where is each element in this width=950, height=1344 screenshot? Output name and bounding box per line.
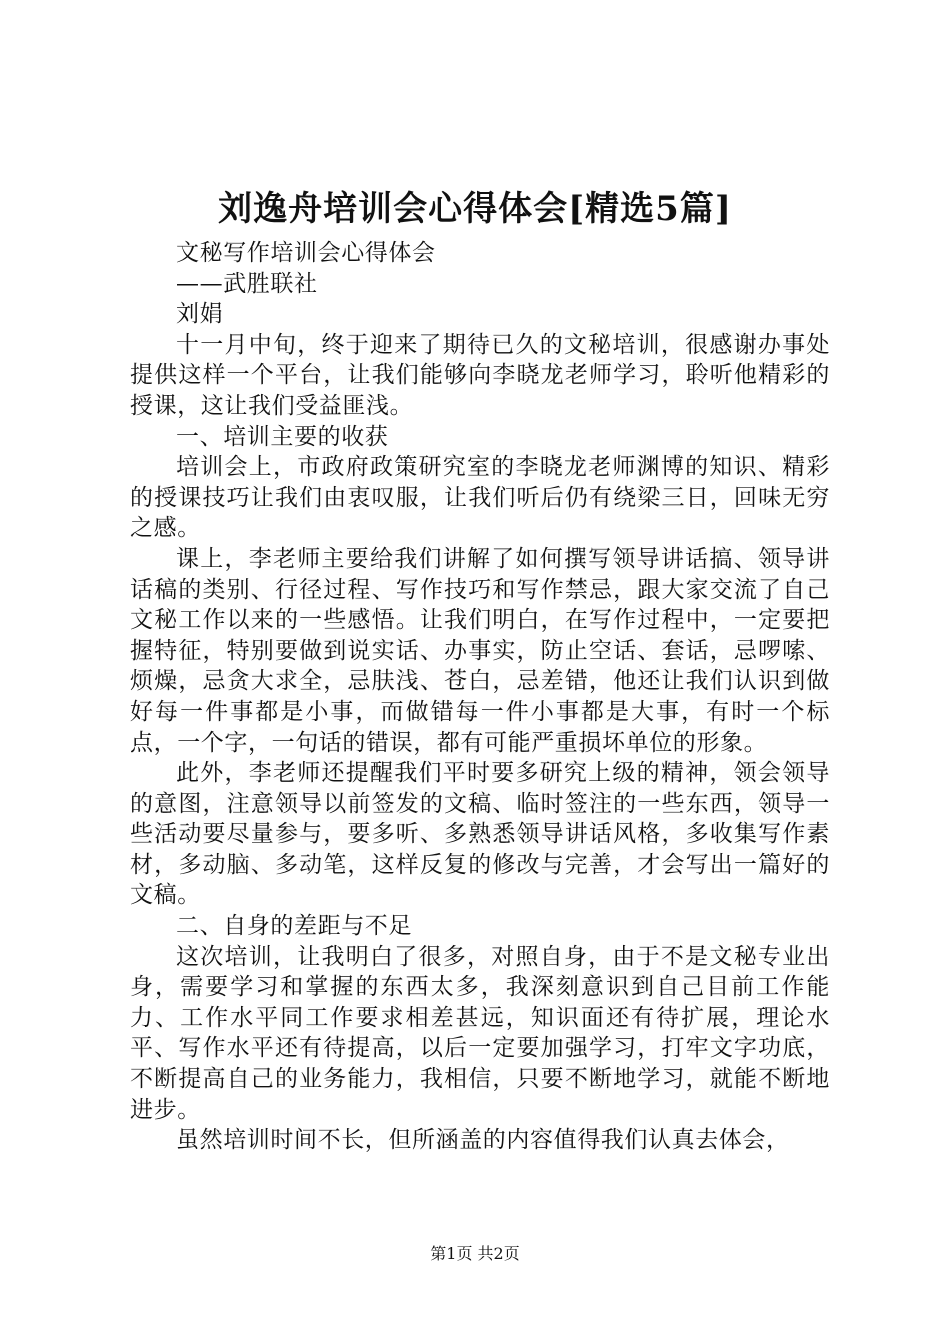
- paragraph: 课上，李老师主要给我们讲解了如何撰写领导讲话搞、领导讲话稿的类别、行径过程、写作技巧和写作禁忌，跟大家交流了自己文秘工作以来的一些感悟。让我们明白，在写作过程中，一定要把握特征，特别要做到说实话、办事实，防止空话、套话，忌啰嗦、烦燥，忌贪大求全，忌肤浅、苍白，忌差错，他还让我们认识到做好每一件事都是小事，而做错每一件小事都是大事，有时一个标点，一个字，一句话的错误，都有可能严重损坏单位的形象。: [130, 545, 830, 756]
- paragraph: 此外，李老师还提醒我们平时要多研究上级的精神，领会领导的意图，注意领导以前签发的文稿、临时签注的一些东西，领导一些活动要尽量参与，要多听、多熟悉领导讲话风格，多收集写作素材，多动脑、多动笔，这样反复的修改与完善，才会写出一篇好的文稿。: [130, 760, 830, 909]
- document-body: [130, 238, 830, 1156]
- subtitle: 文秘写作培训会心得体会: [176, 240, 436, 266]
- paragraph: 虽然培训时间不长，但所涵盖的内容值得我们认真去体会，: [176, 1127, 790, 1154]
- author-name: 刘娟: [176, 301, 224, 328]
- section-heading: 二、自身的差距与不足: [176, 913, 412, 940]
- paragraph: 十一月中旬，终于迎来了期待已久的文秘培训，很感谢办事处提供这样一个平台，让我们能够向李晓龙老师学习，聆听他精彩的授课，这让我们受益匪浅。: [130, 331, 830, 419]
- page-number-footer: 第1页 共2页: [430, 1244, 520, 1263]
- author-org: ——武胜联社: [176, 270, 318, 297]
- paragraph: 这次培训，让我明白了很多，对照自身，由于不是文秘专业出身，需要学习和掌握的东西太多，我深刻意识到自己目前工作能力、工作水平同工作要求相差甚远，知识面还有待扩展，理论水平、写作水平还有待提高，以后一定要加强学习，打牢文字功底，不断提高自己的业务能力，我相信，只要不断地学习，就能不断地进步。: [130, 943, 830, 1123]
- paragraph: 培训会上，市政府政策研究室的李晓龙老师渊博的知识、精彩的授课技巧让我们由衷叹服，让我们听后仍有绕梁三日，回味无穷之感。: [130, 454, 830, 542]
- section-heading: 一、培训主要的收获: [176, 423, 389, 450]
- document-title: 刘逸舟培训会心得体会[精选5篇]: [218, 189, 732, 229]
